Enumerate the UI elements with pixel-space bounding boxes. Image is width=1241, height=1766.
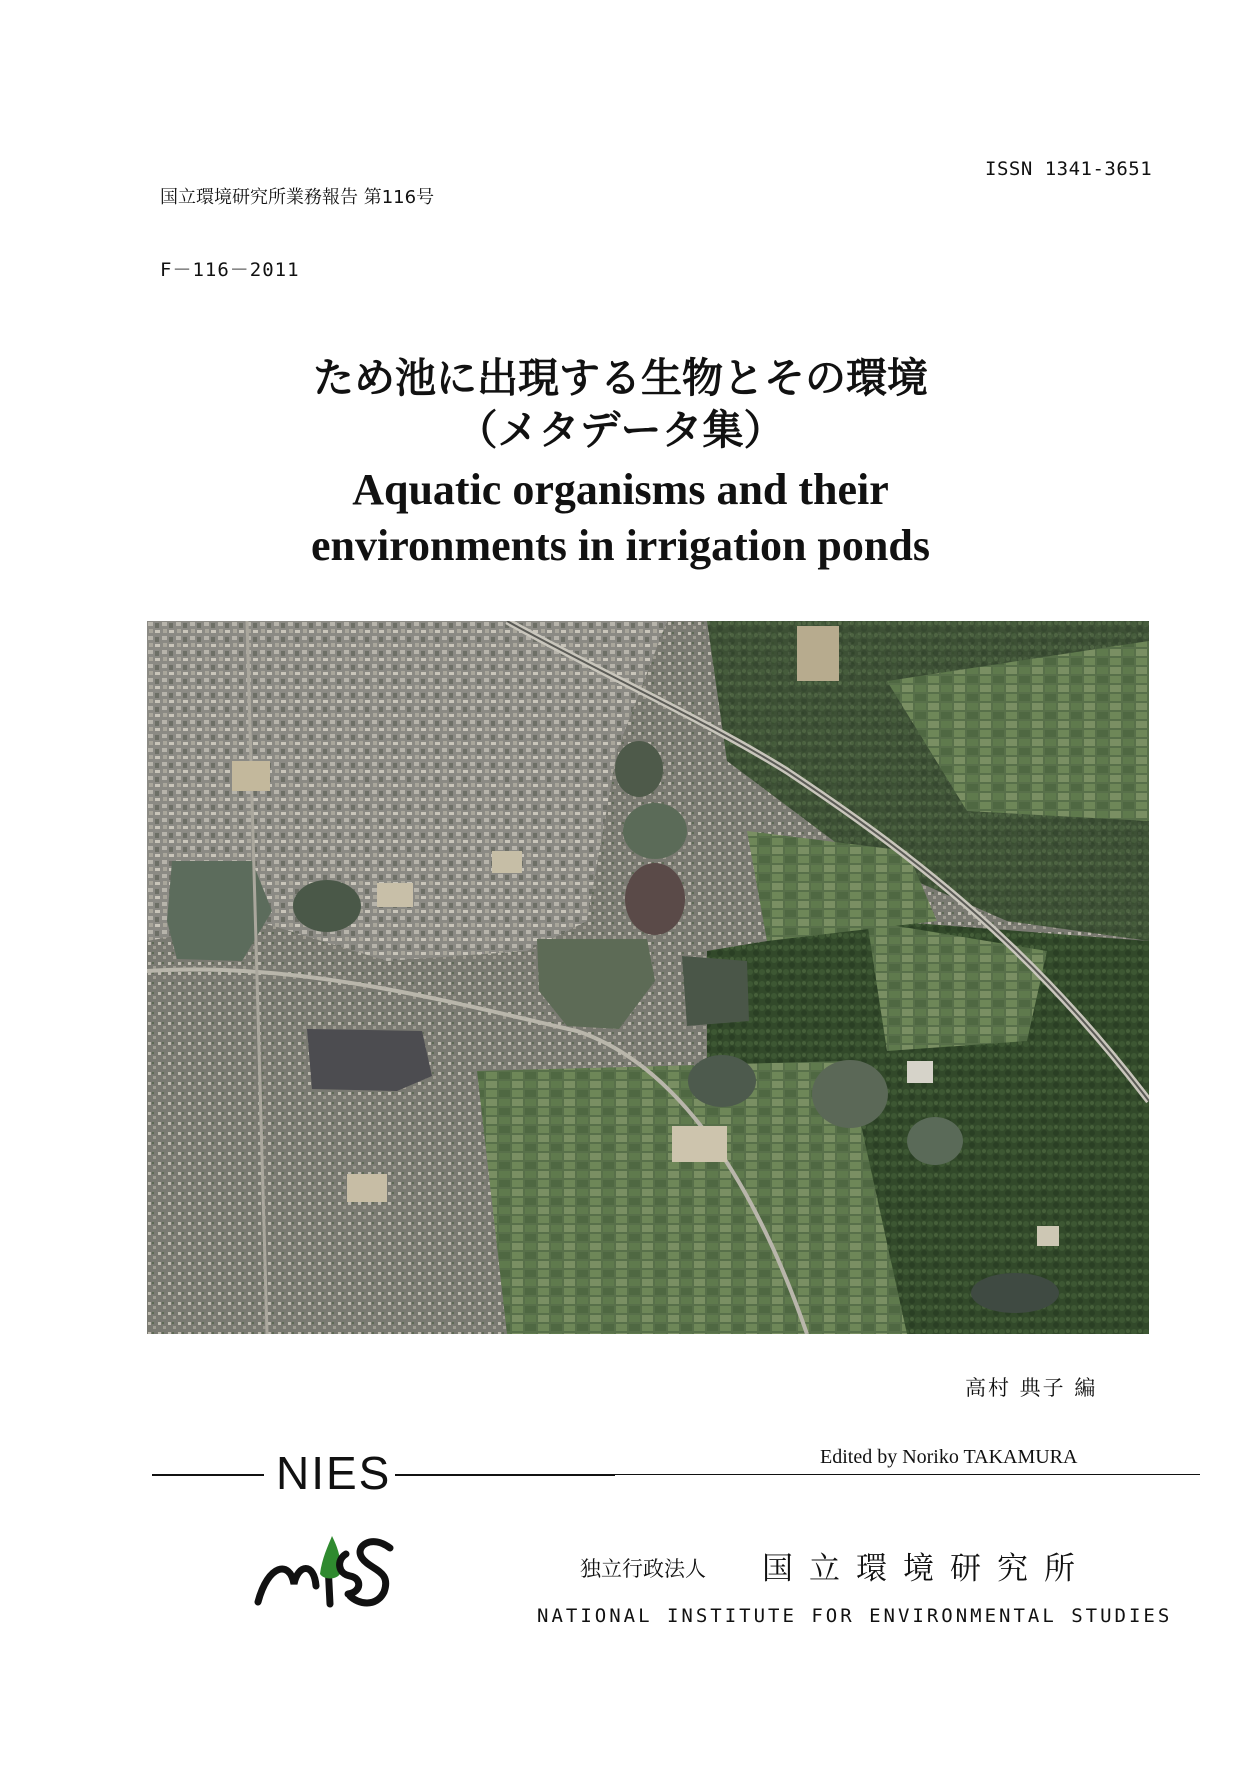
title-japanese-line1: ため池に出現する生物とその環境 <box>313 354 928 402</box>
title-english-line2: environments in irrigation ponds <box>311 521 930 570</box>
divider-left <box>152 1474 264 1476</box>
series-label: 国立環境研究所業務報告 第116号 <box>160 187 435 208</box>
institute-name-japanese: 国立環境研究所 <box>762 1551 1091 1587</box>
report-code: F－116－2011 <box>160 259 300 281</box>
editor-japanese: 高村 典子 編 <box>965 1376 1098 1400</box>
nies-logo <box>250 1524 400 1614</box>
institute-prefix: 独立行政法人 <box>580 1557 706 1581</box>
editor-english: Edited by Noriko TAKAMURA <box>820 1446 1078 1468</box>
cover-aerial-photo <box>147 621 1149 1334</box>
institute-name-english: NATIONAL INSTITUTE FOR ENVIRONMENTAL STUDIES <box>537 1605 1173 1627</box>
title-japanese-line2: （メタデータ集） <box>456 406 785 454</box>
divider-right <box>395 1474 615 1476</box>
divider-far-right <box>615 1474 1200 1475</box>
title-english-line1: Aquatic organisms and their <box>352 465 889 514</box>
nies-wordmark: NIES <box>276 1447 392 1499</box>
issn: ISSN 1341-3651 <box>985 158 1153 180</box>
